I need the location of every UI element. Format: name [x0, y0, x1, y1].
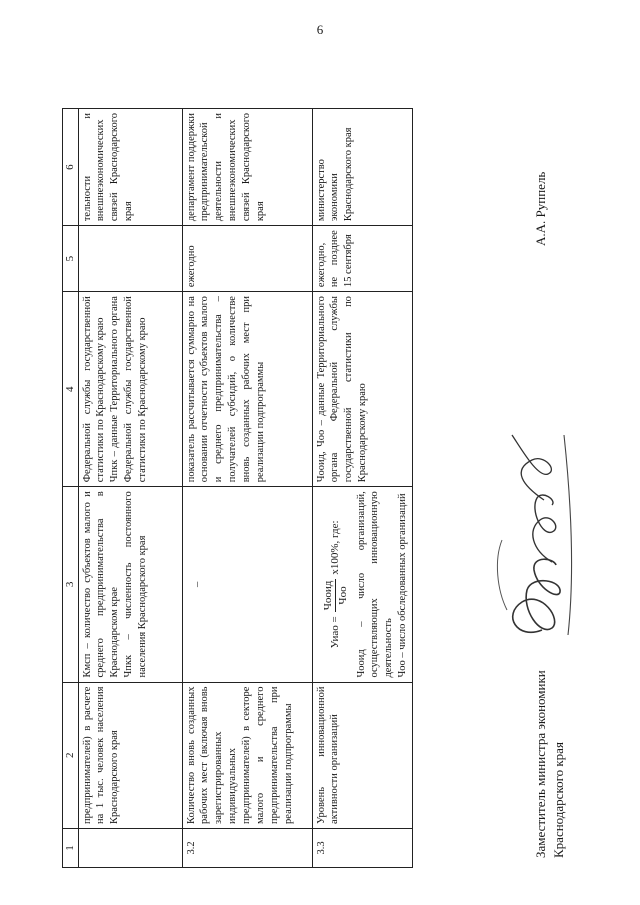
- formula-rhs: х100%, где:: [329, 520, 342, 575]
- indicator-name: Количество вновь созданных рабочих мест (включая вновь зарегистрированных индивидуальных предпринимателей) в секторе малого и среднего предпринимательства при реализации подпрограммы: [182, 682, 312, 828]
- header-cell: 6: [63, 109, 79, 226]
- source-text: Чпкк – данные Территориального органа Федеральной службы государственной статистики по Краснодарскому краю: [109, 296, 148, 483]
- responsible-cell: департамент поддержки предпринимательской деятельности и внешнеэкономических связей Краснодарского края: [182, 109, 312, 226]
- formula-cell: [312, 487, 412, 682]
- row-number: 3.2: [182, 828, 312, 867]
- header-cell: 2: [63, 682, 79, 828]
- formula-variable: Чооид – число организаций, осуществляющих инновационную деятельность: [355, 491, 395, 678]
- table-row: [182, 109, 312, 868]
- row-number: 3.3: [312, 828, 412, 867]
- source-text: показатель рассчитывается суммарно на основании отчетности субъектов малого и среднего предпринимательства – получателей субсидий, о количестве вновь созданных рабочих мест при реализации подпрограммы: [185, 296, 266, 483]
- table-row: [78, 109, 182, 868]
- table-header-row: [63, 109, 79, 868]
- indicator-name: предпринимателей) в расчете на 1 тыс. человек населения Краснодарского края: [78, 682, 182, 828]
- period-cell: ежегодно: [182, 226, 312, 292]
- table-row: [312, 109, 412, 868]
- innovation-formula: [315, 491, 355, 677]
- header-cell: 4: [63, 292, 79, 487]
- source-cell: [182, 292, 312, 487]
- formula-lhs: Уиао =: [329, 616, 342, 649]
- formula-denominator: Чоо: [337, 586, 350, 605]
- source-cell: [78, 292, 182, 487]
- formula-numerator: Чооид: [321, 579, 337, 613]
- period-cell: ежегодно, не позднее 15 сентября: [312, 226, 412, 292]
- period-cell: [78, 226, 182, 292]
- header-cell: 5: [63, 226, 79, 292]
- formula-variable: Кмсп – количество субъектов малого и среднего предпринимательства в Краснодарском крае: [81, 491, 121, 678]
- responsible-cell: министерство экономики Краснодарского края: [312, 109, 412, 226]
- row-number: [78, 828, 182, 867]
- signatory-region: Краснодарского края: [550, 742, 566, 858]
- formula-cell: –: [182, 487, 312, 682]
- formula-fraction: [321, 579, 351, 613]
- source-text: Чооид, Чоо – данные Территориального органа Федеральной службы государственной статистики по Краснодарскому краю: [315, 296, 369, 483]
- signatory-position: Заместитель министра экономики: [533, 670, 548, 858]
- formula-variable: Чоо – число обследованных организаций: [397, 493, 409, 678]
- responsible-cell: тельности и внешнеэкономических связей Краснодарского края: [78, 109, 182, 226]
- formula-variable: Чпкк – численность постоянного населения Краснодарского края: [123, 491, 148, 678]
- page-number: 6: [316, 22, 324, 37]
- indicator-table: [62, 108, 413, 868]
- signatory-name: А.А. Руппель: [533, 171, 548, 246]
- handwritten-signature: [482, 420, 592, 650]
- indicator-name: Уровень инновационной активности организаций: [312, 682, 412, 828]
- formula-cell: [78, 487, 182, 682]
- source-text: Федеральной службы государственной статистики по Краснодарскому краю: [81, 296, 107, 483]
- source-cell: [312, 292, 412, 487]
- header-cell: 3: [63, 487, 79, 682]
- rotated-content: [62, 68, 622, 868]
- header-cell: 1: [63, 828, 79, 867]
